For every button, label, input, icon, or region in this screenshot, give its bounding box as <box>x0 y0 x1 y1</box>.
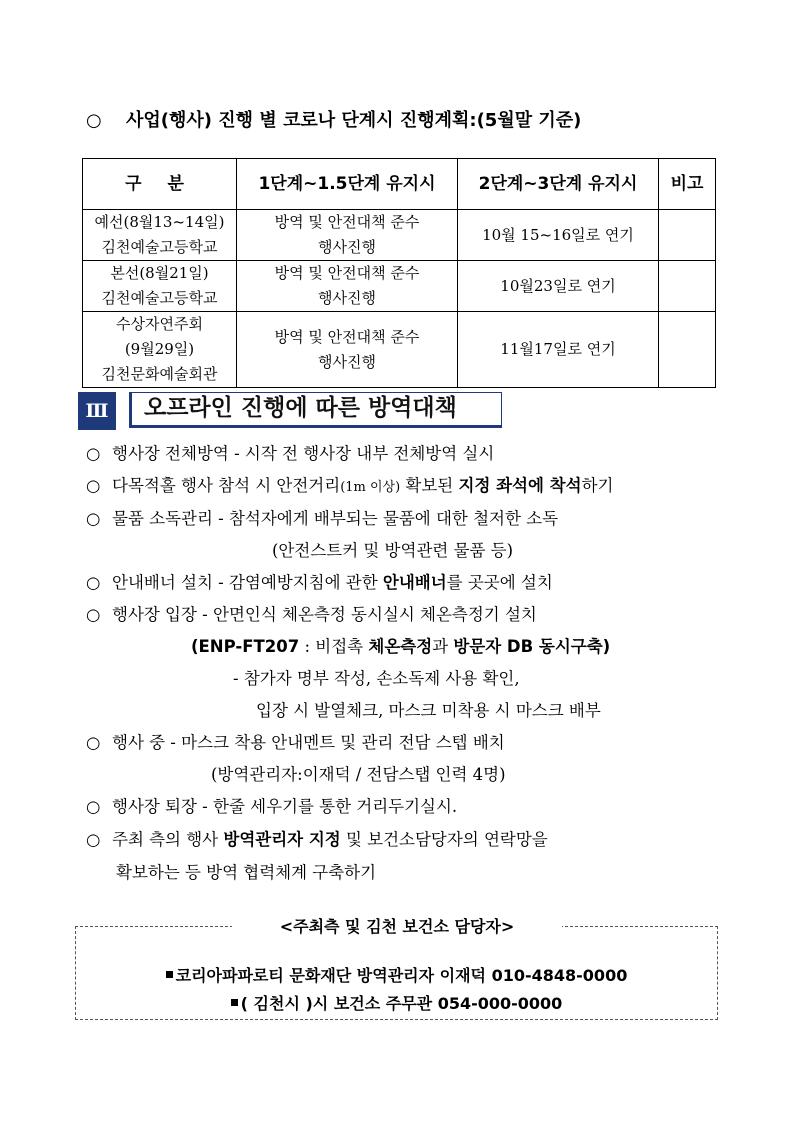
measure-text: 주최 측의 행사 <box>112 830 224 849</box>
event-name: 수상자연주회 <box>116 315 203 333</box>
contact-title: <주최측 및 김천 보건소 담당자> <box>232 914 562 937</box>
event-date: (9월29일) <box>124 340 195 358</box>
measure-subline: - 참가자 명부 작성, 손소독제 사용 확인, <box>233 669 520 688</box>
table-header-row <box>83 159 716 210</box>
measure-item <box>86 601 537 625</box>
stage1-text: 행사진행 <box>318 352 376 371</box>
contact-line <box>76 963 717 986</box>
stage2-cell: 11월17일로 연기 <box>458 312 659 388</box>
measure-text: 행사장 퇴장 - 한줄 세우기를 통한 거리두기실시. <box>112 797 458 816</box>
circle-bullet-icon: ○ <box>86 605 101 624</box>
measure-emphasis: 안내배너 <box>382 573 447 592</box>
circle-bullet-icon: ○ <box>86 573 101 592</box>
contact-box <box>75 926 718 1020</box>
measure-text: 물품 소독관리 - 참석자에게 배부되는 물품에 대한 철저한 소독 <box>112 509 559 528</box>
stage1-cell <box>237 312 458 388</box>
plan-heading <box>86 106 726 132</box>
measure-emphasis: 체온측정 <box>368 637 433 656</box>
measure-subline: (방역관리자:이재덕 / 전담스탭 인력 4명) <box>211 765 506 784</box>
event-cell <box>83 261 237 312</box>
measure-subline: (안전스트커 및 방역관련 물품 등) <box>272 541 514 560</box>
stage1-cell <box>237 210 458 261</box>
measure-subline: 입장 시 발열체크, 마스크 미착용 시 마스크 배부 <box>256 701 601 720</box>
note-cell <box>659 312 716 388</box>
stage1-text: 행사진행 <box>318 289 376 307</box>
measure-item <box>86 729 505 753</box>
square-bullet-icon <box>166 971 173 978</box>
measure-subline: 확보하는 등 방역 협력체계 구축하기 <box>116 863 377 882</box>
header-note: 비고 <box>659 159 716 210</box>
measure-text: : 비접촉 <box>299 637 369 656</box>
measure-text: 안내배너 설치 - 감염예방지침에 관한 <box>112 573 383 592</box>
measure-text: 행사장 전체방역 - 시작 전 행사장 내부 전체방역 실시 <box>112 444 495 463</box>
measure-item <box>86 569 553 593</box>
measure-item <box>86 472 613 496</box>
measure-text: 행사장 입장 - 안면인식 체온측정 동시실시 체온측정기 설치 <box>112 605 537 624</box>
measure-subline <box>191 633 610 657</box>
stage2-cell: 10월 15~16일로 연기 <box>458 210 659 261</box>
measure-text: 행사 중 - 마스크 착용 안내멘트 및 관리 전담 스텝 배치 <box>112 733 505 752</box>
event-name: 본선(8월21일) <box>110 264 209 282</box>
measure-emphasis: 방문자 DB 동시구축 <box>453 637 603 656</box>
header-category: 구 분 <box>83 159 237 210</box>
circle-bullet-icon: ○ <box>86 509 101 528</box>
measure-text: 및 보건소담당자의 연락망을 <box>340 830 548 849</box>
event-cell <box>83 210 237 261</box>
measure-text: 를 곳곳에 설치 <box>446 573 553 592</box>
stage1-text: 방역 및 안전대책 준수 <box>274 213 420 231</box>
contact-text: 코리아파파로티 문화재단 방역관리자 이재덕 010-4848-0000 <box>175 966 628 985</box>
measure-text: 하기 <box>581 476 614 495</box>
measure-item <box>86 505 558 529</box>
measure-emphasis: 방역관리자 지정 <box>223 830 341 849</box>
contact-text: ( 김천시 )시 보건소 주무관 054-000-0000 <box>240 994 563 1013</box>
stage1-cell <box>237 261 458 312</box>
table-row <box>83 312 716 388</box>
table-row <box>83 261 716 312</box>
section-title: 오프라인 진행에 따른 방역대책 <box>129 392 502 428</box>
circle-bullet-icon: ○ <box>86 797 101 816</box>
measure-text: 다목적홀 행사 참석 시 안전거리 <box>112 476 341 495</box>
note-cell <box>659 261 716 312</box>
measure-small-text: (1m 이상) <box>340 480 401 495</box>
stage1-text: 행사진행 <box>318 238 376 256</box>
section-number-badge: Ⅲ <box>78 392 116 430</box>
event-venue: 김천문화예술회관 <box>101 365 218 383</box>
event-name: 예선(8월13~14일) <box>94 213 225 231</box>
circle-bullet-icon: ○ <box>86 476 101 495</box>
measure-item <box>86 793 457 817</box>
event-cell <box>83 312 237 388</box>
stage1-text: 방역 및 안전대책 준수 <box>274 264 420 282</box>
note-cell <box>659 210 716 261</box>
event-venue: 김천예술고등학교 <box>101 238 218 256</box>
contact-line <box>76 991 717 1014</box>
measure-text: ) <box>602 637 611 656</box>
circle-bullet-icon: ○ <box>86 733 101 752</box>
measure-text: 과 <box>432 637 454 656</box>
stage2-cell: 10월23일로 연기 <box>458 261 659 312</box>
stage1-text: 방역 및 안전대책 준수 <box>274 327 420 346</box>
plan-heading-text: 사업(행사) 진행 별 코로나 단계시 진행계획:(5월말 기준) <box>126 110 582 131</box>
event-venue: 김천예술고등학교 <box>101 289 218 307</box>
circle-bullet-icon: ○ <box>86 110 102 131</box>
device-model: (ENP-FT207 <box>191 637 300 656</box>
header-stage1: 1단계~1.5단계 유지시 <box>237 159 458 210</box>
table-row <box>83 210 716 261</box>
measure-item <box>86 440 494 464</box>
circle-bullet-icon: ○ <box>86 830 101 849</box>
measure-emphasis: 지정 좌석에 착석 <box>458 476 582 495</box>
header-stage2: 2단계~3단계 유지시 <box>458 159 659 210</box>
circle-bullet-icon: ○ <box>86 444 101 463</box>
square-bullet-icon <box>231 999 238 1006</box>
measure-text: 확보된 <box>400 476 459 495</box>
measure-item <box>86 826 548 850</box>
plan-table <box>82 158 716 388</box>
